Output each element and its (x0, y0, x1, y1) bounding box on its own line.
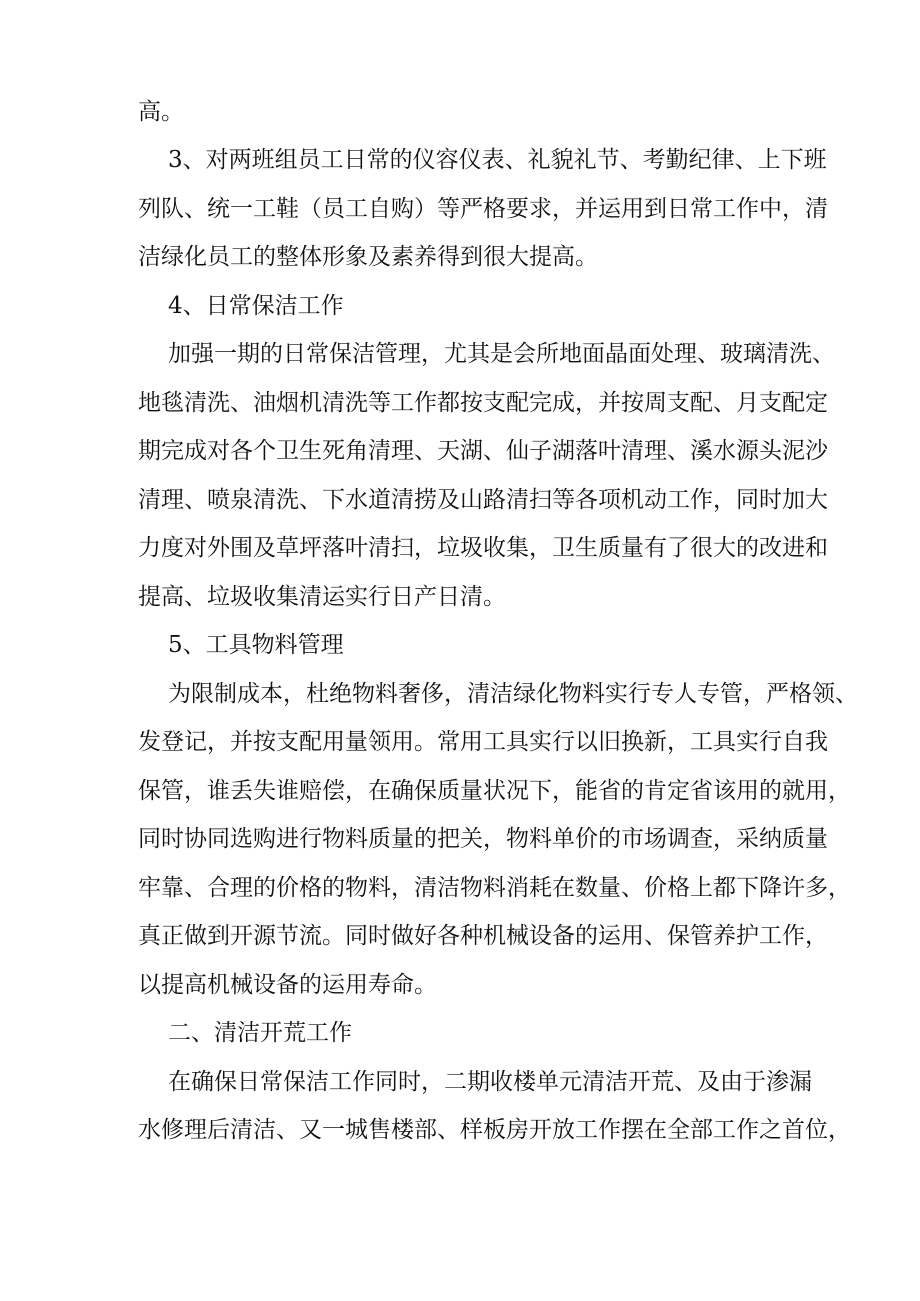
text-line: 清理、喷泉清洗、下水道清捞及山路清扫等各项机动工作，同时加大 (138, 487, 828, 513)
section-heading: 5、工具物料管理 (168, 632, 344, 658)
text-line: 水修理后清洁、又一城售楼部、样板房开放工作摆在全部工作之首位， (138, 1117, 851, 1143)
text-line: 发登记，并按支配用量领用。常用工具实行以旧换新，工具实行自我 (138, 729, 828, 755)
text-line: 保管，谁丢失谁赔偿，在确保质量状况下，能省的肯定省该用的就用， (138, 778, 851, 804)
text-line: 以提高机械设备的运用寿命。 (138, 972, 437, 998)
text-line: 牢靠、合理的价格的物料，清洁物料消耗在数量、价格上都下降许多， (138, 875, 851, 901)
section-heading: 4、日常保洁工作 (168, 293, 344, 319)
text-line: 同时协同选购进行物料质量的把关，物料单价的市场调查，采纳质量 (138, 826, 828, 852)
text-line: 列队、统一工鞋（员工自购）等严格要求，并运用到日常工作中，清 (138, 196, 828, 222)
section-heading: 二、清洁开荒工作 (168, 1020, 352, 1046)
text-line: 真正做到开源节流。同时做好各种机械设备的运用、保管养护工作， (138, 923, 828, 949)
text-line: 提高、垃圾收集清运实行日产日清。 (138, 584, 506, 610)
text-line: 力度对外围及草坪落叶清扫，垃圾收集，卫生质量有了很大的改进和 (138, 535, 828, 561)
text-line: 3、对两班组员工日常的仪容仪表、礼貌礼节、考勤纪律、上下班 (168, 147, 827, 173)
text-line: 在确保日常保洁工作同时，二期收楼单元清洁开荒、及由于渗漏 (168, 1069, 812, 1095)
text-line: 期完成对各个卫生死角清理、天湖、仙子湖落叶清理、溪水源头泥沙 (138, 438, 828, 464)
text-line: 地毯清洗、油烟机清洗等工作都按支配完成，并按周支配、月支配定 (138, 390, 828, 416)
text-line: 加强一期的日常保洁管理，尤其是会所地面晶面处理、玻璃清洗、 (168, 341, 835, 367)
text-line: 为限制成本，杜绝物料奢侈，清洁绿化物料实行专人专管，严格领、 (168, 681, 858, 707)
text-line: 洁绿化员工的整体形象及素养得到很大提高。 (138, 244, 598, 270)
text-line: 高。 (138, 99, 184, 125)
